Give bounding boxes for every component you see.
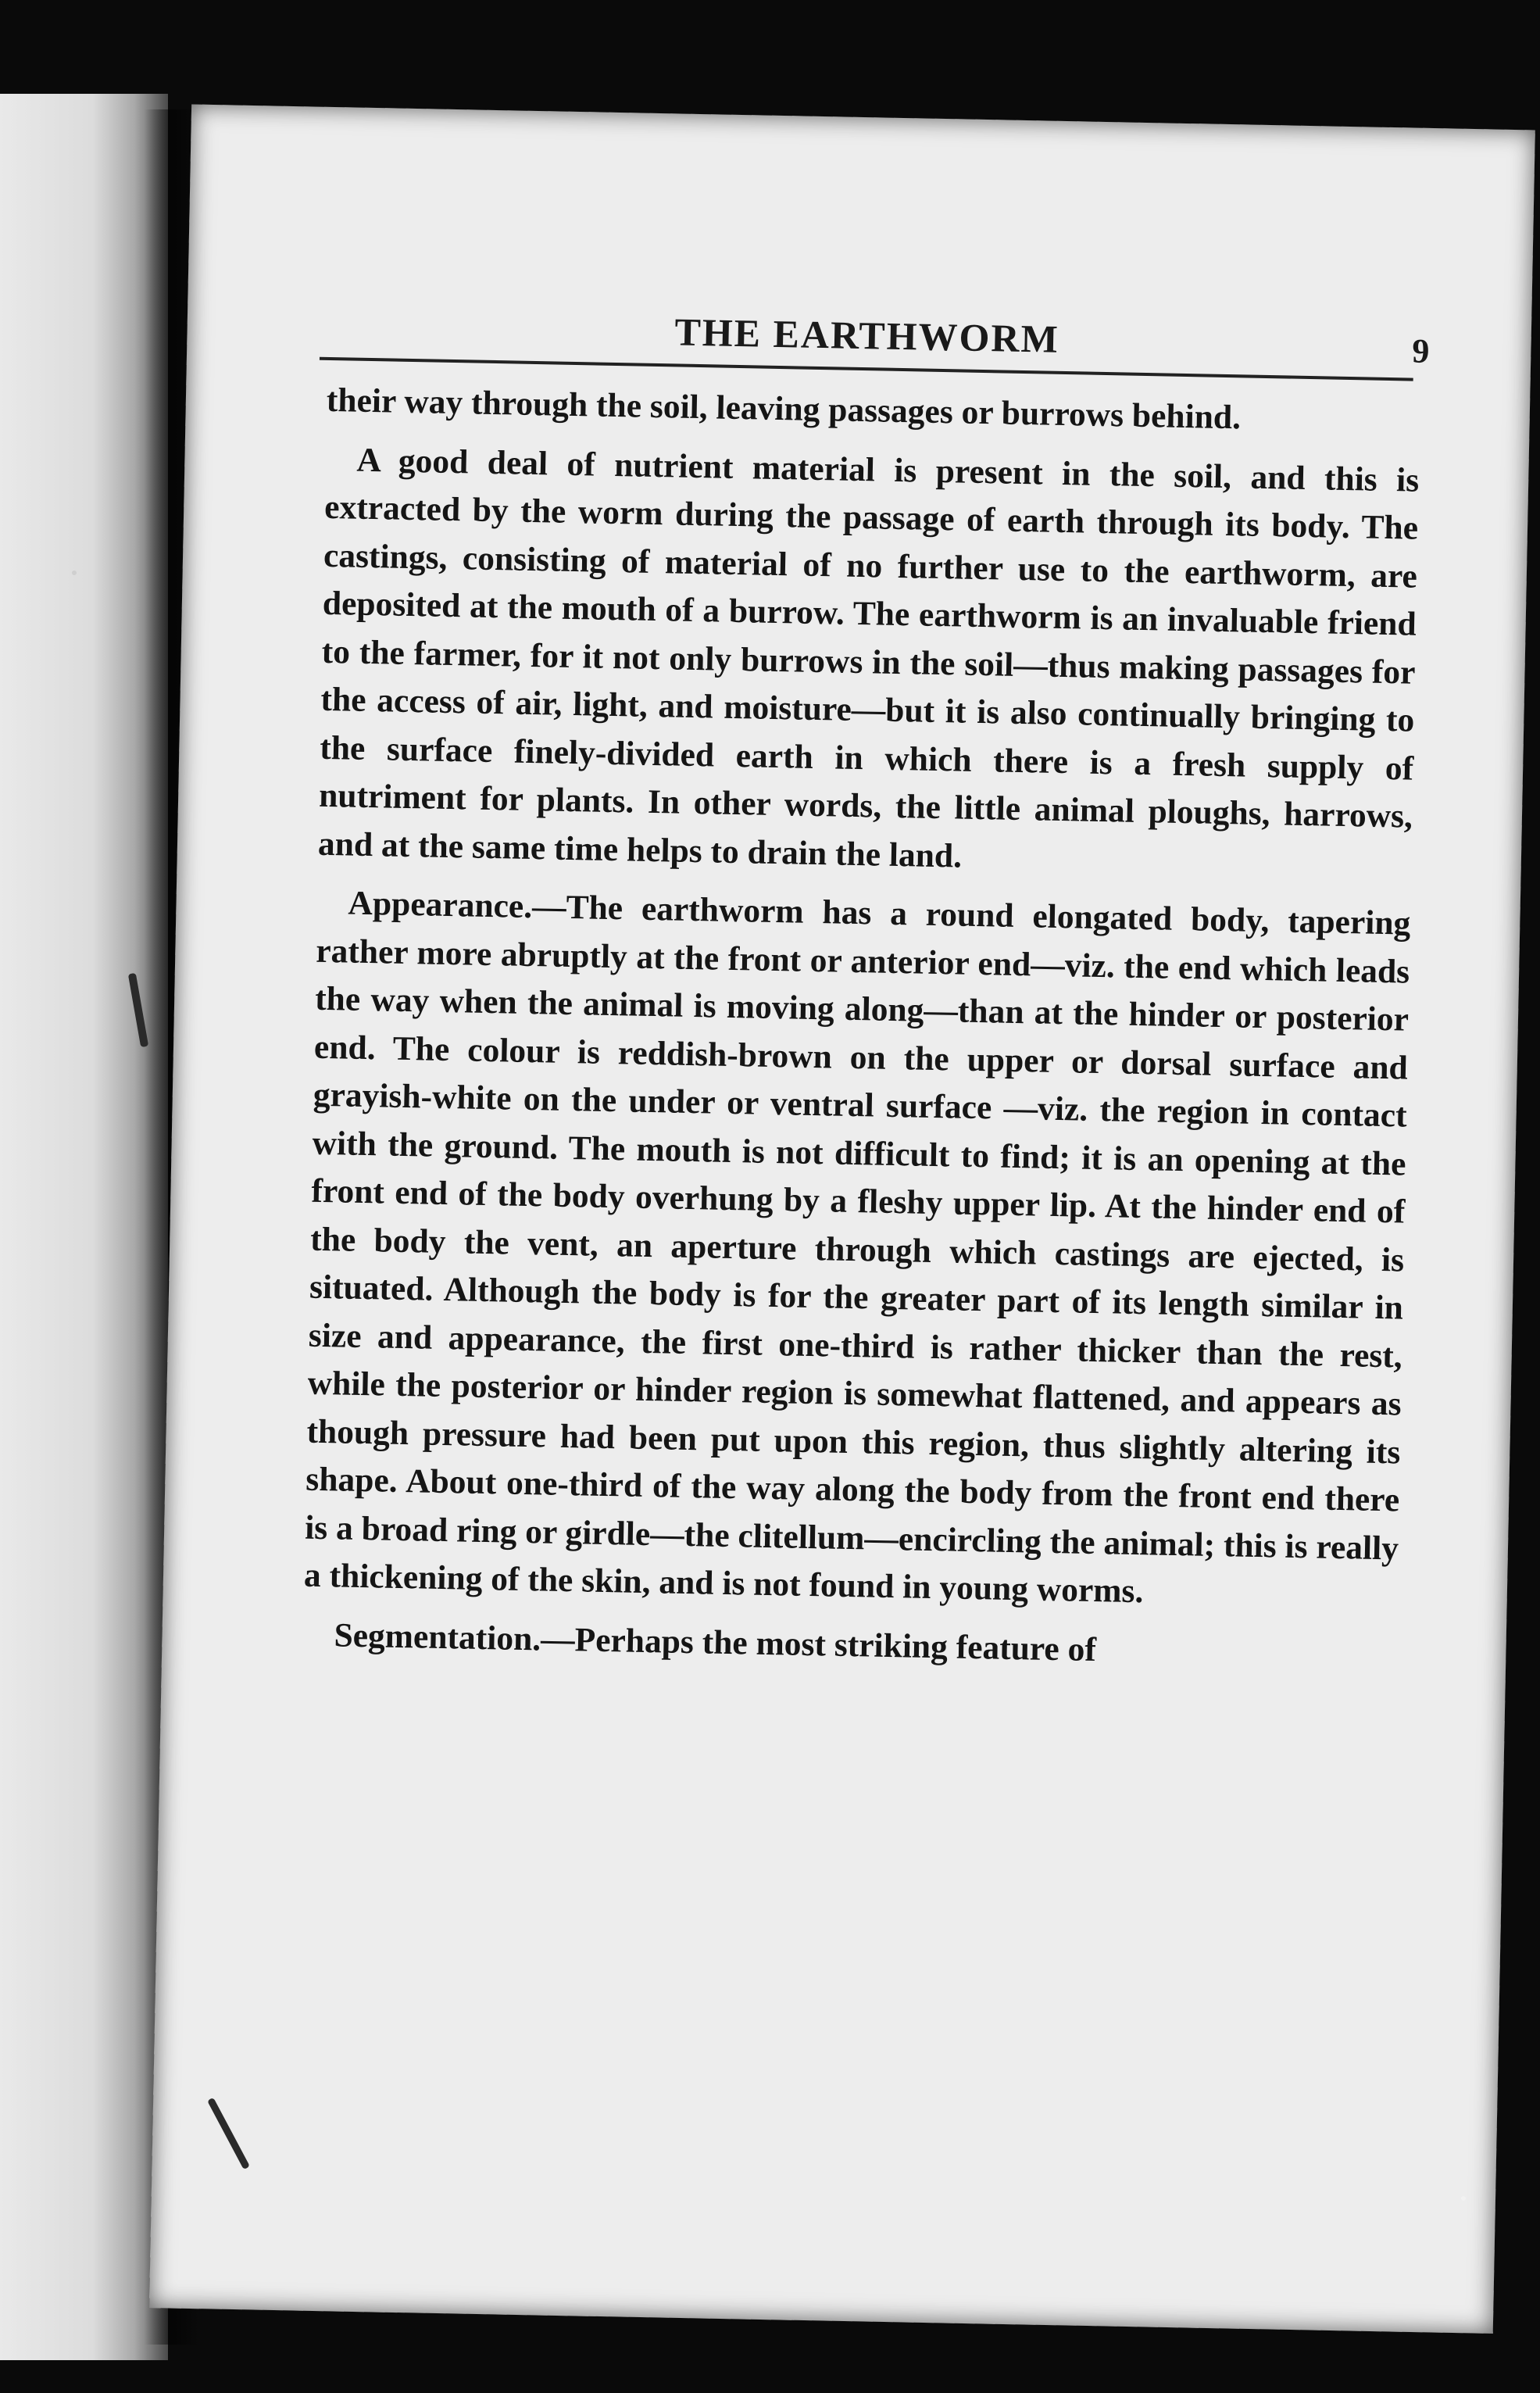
- page-number: 9: [1411, 331, 1430, 370]
- facing-page-edge: [0, 94, 168, 2360]
- section-heading-segmentation: Segmentation.: [334, 1615, 541, 1658]
- section-heading-appearance: Appearance.: [348, 884, 533, 926]
- paragraph-text: —Perhaps the most striking feature of: [540, 1619, 1097, 1669]
- scan-speck: [1461, 2196, 1466, 2201]
- page-body: [302, 377, 1420, 1680]
- paragraph-text: A good deal of nutrient material is present in the soil, and this is extracted by the worm during the passage of earth through its body. The castings, consisting of material of no further use to the earthworm, are deposited at the mouth of a burrow. The earthworm is an invaluable friend to the farmer, for it not only burrows in the soil—thus making passages for the access of air, light, and moisture—but it is also continually bringing to the surface finely-divided earth in which there is a fresh supply of nutriment for plants. In other words, the little animal ploughs, harrows, and at the same time helps to drain the land.: [317, 441, 1420, 875]
- paragraph-nutrients: [317, 435, 1419, 889]
- running-title: THE EARTHWORM: [674, 309, 1060, 361]
- book-page: [149, 104, 1535, 2333]
- paragraph-appearance: [303, 879, 1410, 1621]
- paragraph-text: their way through the soil, leaving passages or burrows behind.: [326, 381, 1242, 437]
- paragraph-text: —The earthworm has a round elongated body, tapering rather more abruptly at the front or anterior end—viz. the end which leads the way when the animal is moving along—than at the hinder or posterior end. The colour is reddish-brown on the upper or dorsal surface and grayish-white on the under or ventral surface —viz. the region in contact with the ground. The mouth is not difficult to find; it is an opening at the front end of the body overhung by a fleshy upper lip. At the hinder end of the body the vent, an aperture through which castings are ejected, is situated. Although the body is for the greater part of its length similar in size and appearance, the first one-third is rather thicker than the rest, while the posterior or hinder region is somewhat flattened, and appears as though pressure had been put upon this region, thus slightly altering its shape. About one-third of the way along the body from the front end there is a broad ring or girdle—the clitellum—encircling the animal; this is really a thickening of the skin, and is not found in young worms.: [303, 888, 1411, 1611]
- scan-speck: [72, 571, 77, 575]
- paragraph-segmentation: [302, 1611, 1397, 1679]
